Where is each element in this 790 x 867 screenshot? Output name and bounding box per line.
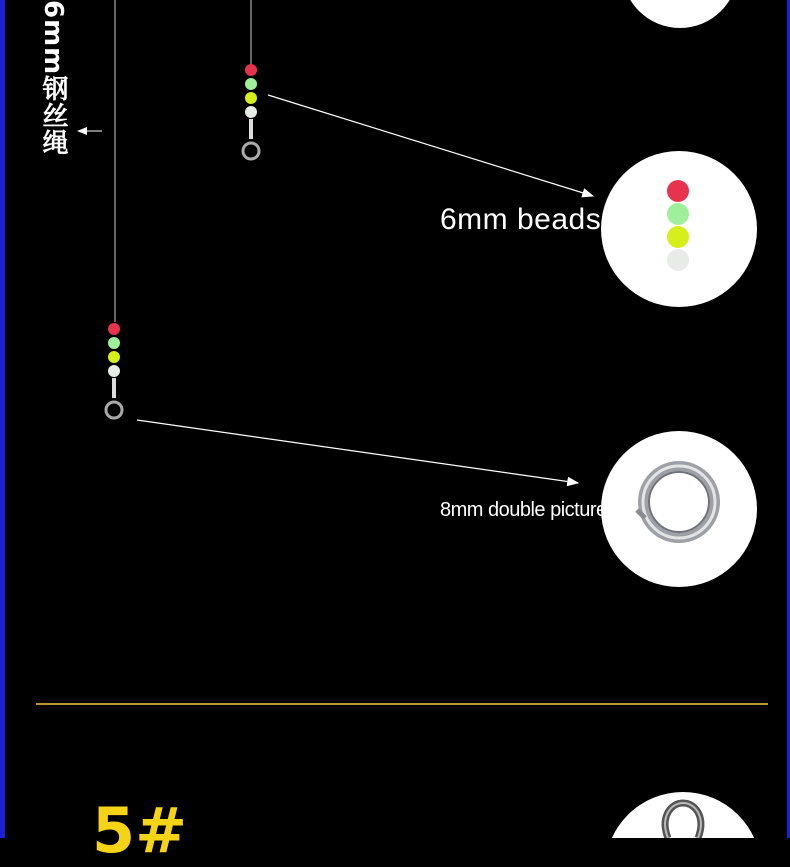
size-heading: 5# (92, 794, 188, 867)
split-ring-icon (106, 402, 122, 418)
crimp-sleeve (249, 119, 253, 139)
section-divider (36, 703, 768, 705)
bead-lightgreen (108, 337, 120, 349)
bead-yellowgreen (667, 226, 689, 248)
bead-red (245, 64, 257, 76)
ring-callout: 8mm double picture (440, 499, 607, 521)
crimp-sleeve (112, 378, 116, 398)
ring-detail-circle (601, 431, 757, 587)
detail-circle-top (622, 0, 738, 28)
bead-yellowgreen (245, 92, 257, 104)
wire-label: 6mm钢丝绳 (38, 0, 68, 157)
beads-callout: 6mm beads (440, 203, 602, 236)
split-ring-icon (243, 143, 259, 159)
bead-white (108, 365, 120, 377)
bead-lightgreen (245, 78, 257, 90)
bead-yellowgreen (108, 351, 120, 363)
ring-arrow (137, 420, 578, 483)
bead-white (245, 106, 257, 118)
bead-white (667, 249, 689, 271)
swivel-detail-circle (605, 792, 761, 838)
bead-red (108, 323, 120, 335)
beads-arrow (268, 95, 593, 196)
bead-lightgreen (667, 203, 689, 225)
bead-red (667, 180, 689, 202)
